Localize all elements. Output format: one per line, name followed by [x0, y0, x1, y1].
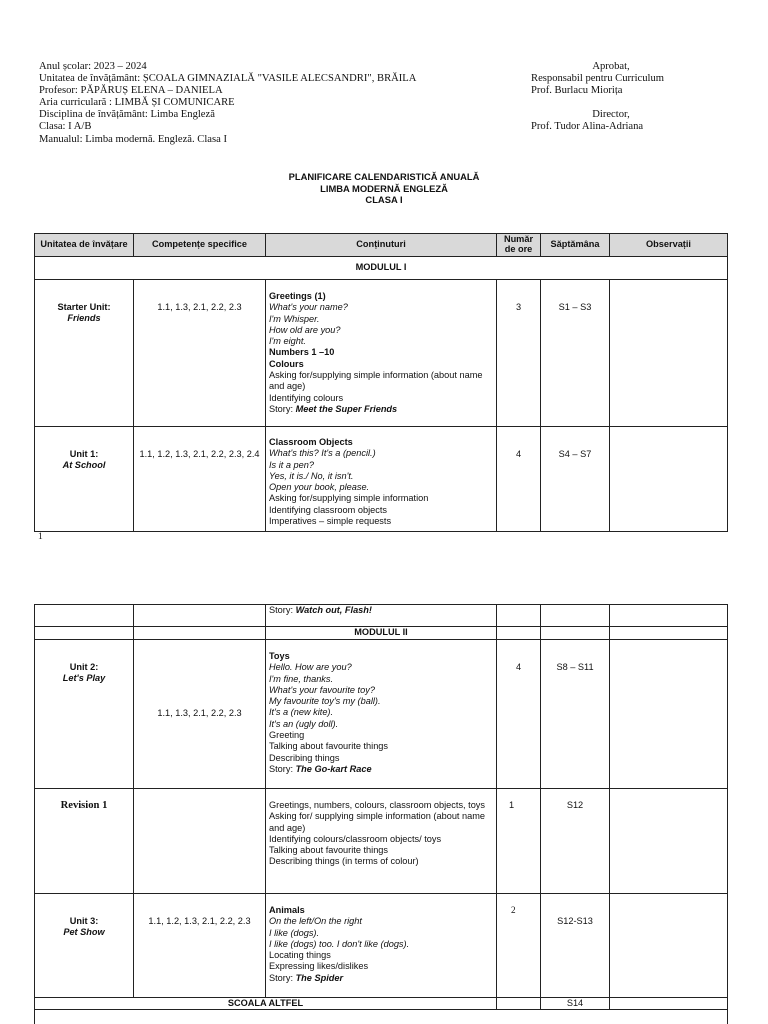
module-2-label: MODULUL II [266, 627, 497, 640]
story-line: Story: Watch out, Flash! [266, 605, 497, 627]
planning-table-page-1 [34, 233, 728, 532]
header-contents: Conținuturi [266, 234, 497, 257]
revision-line: Identifying colours/classroom objects/ toys [269, 833, 442, 844]
header-week: Săptămâna [541, 234, 610, 257]
phrase: How old are you? [269, 324, 341, 335]
school-year: Anul școlar: 2023 – 2024 [39, 61, 147, 72]
story-title: The Spider [295, 972, 344, 983]
competences: 1.1, 1.2, 1.3, 2.1, 2.2, 2.3, 2.4 [134, 427, 266, 532]
function-line: Identifying classroom objects [269, 504, 387, 515]
table-row [35, 605, 728, 627]
table-row [35, 427, 728, 532]
header-hours: Număr de ore [497, 234, 541, 257]
story-title: The Go-kart Race [295, 763, 372, 774]
hours: 1 [497, 789, 541, 894]
story-line: Story: Meet the Super Friends [269, 403, 398, 414]
document-title [0, 171, 768, 206]
textbook: Manualul: Limba modernă. Engleză. Clasa I [39, 133, 227, 145]
unit-name: Revision 1 [60, 800, 108, 811]
page-number: 1 [38, 532, 43, 542]
function-line: Asking for/supplying simple information [269, 493, 429, 504]
revision-line: Asking for/ supplying simple information (about name and age) [269, 811, 486, 833]
week: S14 [541, 998, 610, 1010]
approved-label: Aprobat, [592, 61, 630, 72]
content-subtitle: Colours [269, 358, 304, 369]
content-title: Classroom Objects [269, 437, 353, 447]
notes [610, 280, 728, 427]
phrase: It's a (new kite). [269, 707, 334, 718]
curricular-area: Aria curriculară : LIMBĂ ȘI COMUNICARE [39, 97, 235, 109]
function-line: Talking about favourite things [269, 741, 389, 752]
unit-title: At School [62, 460, 106, 471]
function-line: Greeting [269, 730, 305, 741]
hours: 3 [497, 280, 541, 427]
director-role: Director, [592, 109, 630, 121]
phrase: Hello. How are you? [269, 662, 352, 673]
unit-title: Let's Play [62, 673, 106, 684]
unit-title: Pet Show [63, 927, 105, 938]
phrase: What's this? It's a (pencil.) [269, 448, 376, 459]
story-title: Meet the Super Friends [295, 403, 398, 414]
table-row [35, 789, 728, 894]
table-row [35, 894, 728, 998]
director-name: Prof. Tudor Alina-Adriana [531, 121, 644, 133]
unit-name: Unit 3: [69, 916, 99, 926]
subject: Disciplina de învățământ: Limba Engleză [39, 109, 215, 121]
curriculum-role: Responsabil pentru Curriculum [531, 73, 664, 85]
unit-name: Unit 1: [69, 449, 99, 459]
phrase: Is it a pen? [269, 459, 314, 470]
unit-name: Unit 2: [69, 662, 99, 672]
week: S4 – S7 [541, 427, 610, 532]
notes [610, 894, 728, 998]
phrase: Open your book, please. [269, 482, 370, 493]
header-notes: Observații [610, 234, 728, 257]
week: S8 – S11 [541, 640, 610, 789]
function-line: Describing things [269, 752, 340, 763]
week: S12 [541, 789, 610, 894]
table-row [35, 998, 728, 1010]
function-line: Identifying colours [269, 392, 344, 403]
week: S1 – S3 [541, 280, 610, 427]
function-line: Locating things [269, 950, 331, 961]
phrase: I'm Whisper. [269, 313, 320, 324]
approval-block [531, 61, 691, 133]
title-line-3: CLASA I [365, 194, 403, 205]
content-subtitle: Numbers 1 –10 [269, 347, 335, 358]
teacher: Profesor: PĂPĂRUȘ ELENA – DANIELA [39, 85, 223, 97]
phrase: What's your favourite toy? [269, 684, 375, 695]
curriculum-name: Prof. Burlacu Miorița [531, 85, 623, 97]
content-title: Greetings (1) [269, 291, 326, 301]
phrase: My favourite toy's my (ball). [269, 696, 381, 707]
table-row [35, 640, 728, 789]
phrase: I'm eight. [269, 336, 306, 347]
notes [610, 789, 728, 894]
phrase: Yes, it is./ No, it isn't. [269, 470, 354, 481]
function-line: Expressing likes/dislikes [269, 961, 369, 972]
hours: 4 [497, 640, 541, 789]
module-1-label: MODULUL I [35, 257, 728, 280]
story-title: Watch out, Flash! [295, 605, 372, 615]
function-line: Imperatives – simple requests [269, 516, 392, 527]
revision-line: Describing things (in terms of colour) [269, 856, 419, 867]
unit-title: Friends [67, 313, 101, 324]
header-unit: Unitatea de învățare [35, 234, 134, 257]
function-line: Asking for/supplying simple information (about name and age) [269, 370, 483, 392]
competences: 1.1, 1.3, 2.1, 2.2, 2.3 [134, 640, 266, 789]
competences: 1.1, 1.2, 1.3, 2.1, 2.2, 2.3 [134, 894, 266, 998]
planning-table-page-2 [34, 604, 728, 1024]
title-line-1: PLANIFICARE CALENDARISTICĂ ANUALĂ [288, 171, 480, 182]
scoala-altfel-label: SCOALA ALTFEL [35, 998, 497, 1010]
content-title: Toys [269, 651, 290, 661]
notes [610, 640, 728, 789]
unit-name: Starter Unit: [57, 302, 111, 312]
school-unit: Unitatea de învățământ: ȘCOALA GIMNAZIALĂ "VASILE ALECSANDRI", BRĂILA [39, 73, 417, 85]
hours: 4 [497, 427, 541, 532]
table-row [35, 280, 728, 427]
class: Clasa: I A/B [39, 121, 92, 133]
phrase: I'm fine, thanks. [269, 673, 334, 684]
revision-line: Talking about favourite things [269, 845, 389, 856]
phrase: On the left/On the right [269, 916, 362, 927]
header-competences: Competențe specifice [134, 234, 266, 257]
phrase: It's an (ugly doll). [269, 718, 339, 729]
competences: 1.1, 1.3, 2.1, 2.2, 2.3 [134, 280, 266, 427]
phrase: I like (dogs). [269, 927, 320, 938]
content-title: Animals [269, 905, 305, 915]
title-line-2: LIMBA MODERNĂ ENGLEZĂ [320, 182, 448, 194]
phrase: What's your name? [269, 302, 348, 313]
week: S12-S13 [541, 894, 610, 998]
hours: 2 [497, 894, 541, 998]
school-info [39, 61, 509, 146]
notes [610, 427, 728, 532]
story-line: Story: The Go-kart Race [269, 763, 372, 774]
story-line: Story: The Spider [269, 972, 344, 983]
phrase: I like (dogs) too. I don't like (dogs). [269, 938, 410, 949]
revision-line: Greetings, numbers, colours, classroom objects, toys [269, 800, 485, 810]
